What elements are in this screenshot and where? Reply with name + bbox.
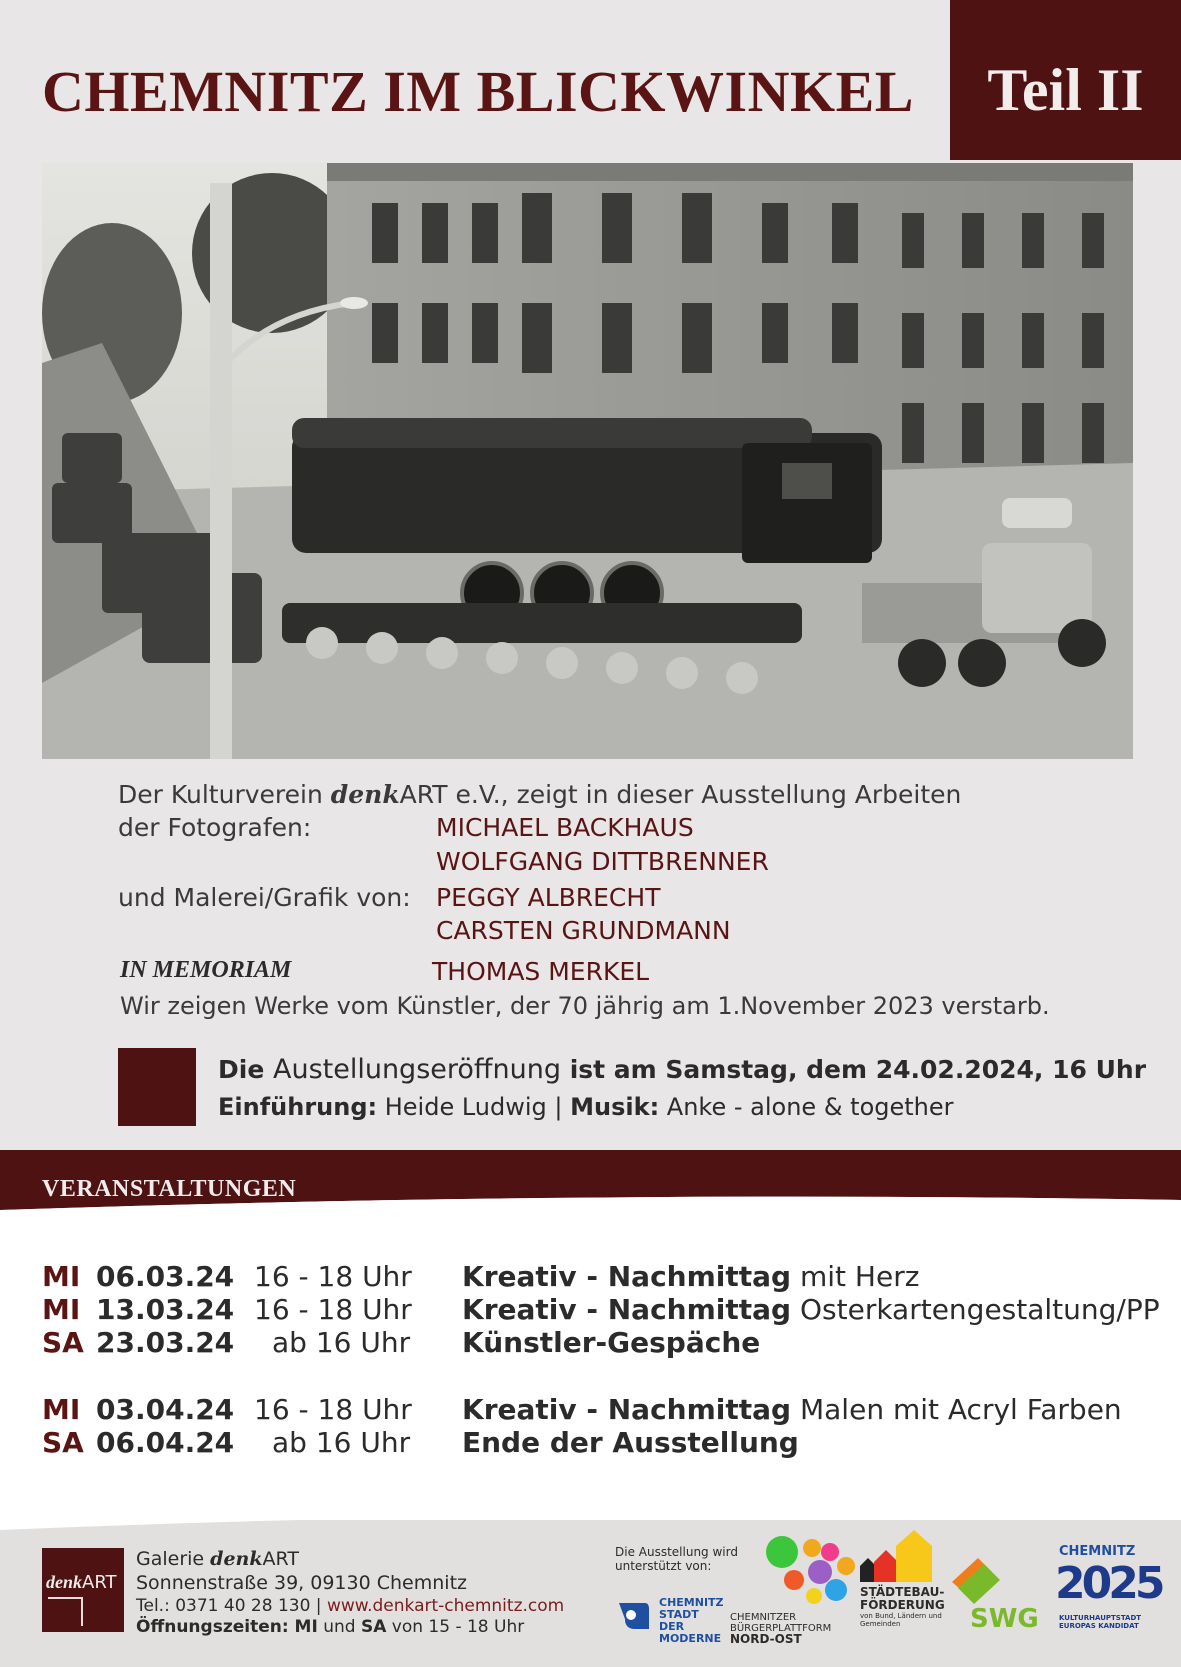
event-date: 13.03.24: [96, 1293, 235, 1326]
event-title-bold: Ende der Ausstellung: [462, 1426, 799, 1459]
event-title-bold: Kreativ - Nachmittag: [462, 1393, 792, 1426]
support-line: unterstützt von:: [615, 1559, 712, 1573]
logo-mark: [42, 1592, 124, 1632]
swg-logo-icon: [948, 1552, 1008, 1606]
event-time: ab 16 Uhr: [272, 1426, 411, 1459]
opening-text: Die: [218, 1055, 273, 1084]
painter-name: CARSTEN GRUNDMANN: [436, 916, 731, 945]
sponsor-text: Gemeinden: [860, 1620, 901, 1628]
poster-title: CHEMNITZ IM BLICKWINKEL: [42, 59, 914, 124]
sponsor-text: STÄDTEBAU-: [860, 1585, 945, 1599]
photographer-name: MICHAEL BACKHAUS: [436, 813, 694, 842]
event-title: [462, 1260, 919, 1293]
painter-name: PEGGY ALBRECHT: [436, 883, 661, 912]
hours-und: und: [317, 1617, 361, 1637]
event-time: 16 - 18 Uhr: [254, 1293, 412, 1326]
c25-number: 2025: [1055, 1558, 1162, 1609]
website-link[interactable]: www.denkart-chemnitz.com: [326, 1596, 565, 1616]
event-title: [462, 1326, 760, 1359]
part-badge: [950, 0, 1181, 160]
sponsor-chemnitz-2025: [1055, 1544, 1162, 1654]
event-day: SA: [42, 1326, 84, 1359]
music-value: Anke - alone & together: [659, 1093, 954, 1121]
event-day: MI: [42, 1260, 81, 1293]
hours-label: Öffnungszeiten:: [136, 1617, 289, 1637]
sponsor-text: NORD-OST: [730, 1632, 802, 1646]
gallery-contact: [136, 1596, 564, 1616]
hours-rest: von 15 - 18 Uhr: [386, 1617, 525, 1637]
swg-text: SWG: [970, 1604, 1039, 1634]
event-detail: mit Herz: [791, 1260, 920, 1293]
support-line: Die Ausstellung wird: [615, 1545, 738, 1559]
event-day: MI: [42, 1393, 81, 1426]
event-date: 06.04.24: [96, 1426, 235, 1459]
event-detail: Malen mit Acryl Farben: [791, 1393, 1122, 1426]
houses-logo-icon: [860, 1526, 940, 1582]
intro-speaker: Heide Ludwig |: [377, 1093, 571, 1121]
hours-day: SA: [360, 1617, 387, 1637]
intro-text: Der Kulturverein: [118, 780, 331, 809]
sponsor-text: BÜRGERPLATTFORM: [730, 1623, 832, 1634]
logo-italic: denk: [46, 1572, 82, 1592]
event-title: [462, 1393, 1122, 1426]
gallery-italic: denk: [210, 1548, 263, 1570]
sponsor-text: KULTURHAUPTSTADT: [1059, 1614, 1142, 1622]
memoriam-name: THOMAS MERKEL: [432, 957, 650, 986]
memoriam-text: Wir zeigen Werke vom Künstler, der 70 jährig am 1.November 2023 verstarb.: [120, 992, 1050, 1020]
sponsor-text: STADT DER: [659, 1608, 699, 1633]
phone: Tel.: 0371 40 28 130 |: [136, 1596, 327, 1616]
dots-logo-icon: [764, 1536, 864, 1606]
event-title: [462, 1426, 799, 1459]
c25-top: CHEMNITZ: [1059, 1544, 1136, 1559]
opening-marker: [118, 1048, 196, 1126]
opening-highlight: Austellungseröffnung: [272, 1054, 561, 1085]
event-day: SA: [42, 1426, 84, 1459]
historic-photo: [42, 163, 1133, 759]
events-heading: VERANSTALTUNGEN: [42, 1176, 297, 1202]
event-title: [462, 1293, 1160, 1326]
opening-text: ist am Samstag, dem 24.02.2024, 16 Uhr: [560, 1055, 1147, 1084]
event-time: 16 - 18 Uhr: [254, 1260, 412, 1293]
sponsor-staedtebau: [860, 1526, 960, 1646]
support-note: [615, 1545, 738, 1573]
event-day: MI: [42, 1293, 81, 1326]
event-date: 23.03.24: [96, 1326, 235, 1359]
photographers-label: der Fotografen:: [118, 813, 312, 842]
event-time: 16 - 18 Uhr: [254, 1393, 412, 1426]
gallery-street: Sonnenstraße 39, 09130 Chemnitz: [136, 1572, 467, 1594]
part-label: Teil II: [987, 57, 1144, 123]
hours-day: MI: [288, 1617, 318, 1637]
sponsor-text: von Bund, Ländern und: [860, 1612, 942, 1620]
logo-text: [46, 1572, 117, 1593]
event-title-bold: Kreativ - Nachmittag: [462, 1260, 792, 1293]
photographer-name: WOLFGANG DITTBRENNER: [436, 847, 769, 876]
sponsor-text: MODERNE: [659, 1632, 722, 1645]
gallery-name: [136, 1548, 299, 1570]
event-date: 03.04.24: [96, 1393, 235, 1426]
opening-line: [218, 1054, 1146, 1085]
sponsor-text: FÖRDERUNG: [860, 1598, 945, 1612]
opening-details: [218, 1093, 954, 1121]
gallery-pre: Galerie: [136, 1548, 211, 1570]
brand-rest: ART: [399, 780, 448, 809]
event-date: 06.03.24: [96, 1260, 235, 1293]
sponsor-text: EUROPAS KANDIDAT: [1059, 1622, 1139, 1630]
opening-hours: [136, 1617, 524, 1637]
brand-italic: denk: [330, 780, 400, 809]
event-title-bold: Kreativ - Nachmittag: [462, 1293, 792, 1326]
intro-text: e.V., zeigt in dieser Ausstellung Arbeiten: [447, 780, 962, 809]
sponsor-buergerplattform: [730, 1536, 850, 1646]
music-label: Musik:: [570, 1093, 660, 1121]
sponsor-text: CHEMNITZ: [659, 1596, 724, 1609]
event-detail: Osterkartengestaltung/PP: [791, 1293, 1160, 1326]
events-list: [0, 1220, 1181, 1520]
gallery-rest: ART: [262, 1548, 299, 1570]
event-time: ab 16 Uhr: [272, 1326, 411, 1359]
memoriam-label: IN MEMORIAM: [120, 957, 292, 983]
intro-line-1: [118, 780, 961, 809]
intro-speaker-label: Einführung:: [218, 1093, 378, 1121]
sponsor-text: CHEMNITZER: [730, 1612, 797, 1623]
sponsor-swg: [948, 1552, 1048, 1646]
painters-label: und Malerei/Grafik von:: [118, 883, 411, 912]
sponsor-chemnitz: [615, 1596, 725, 1645]
event-title-bold: Künstler-Gespäche: [462, 1326, 761, 1359]
logo-rest: ART: [82, 1572, 117, 1593]
chemnitz-logo-icon: [615, 1599, 651, 1635]
denkart-logo: [42, 1548, 124, 1632]
footer-curve: [0, 1510, 1181, 1540]
